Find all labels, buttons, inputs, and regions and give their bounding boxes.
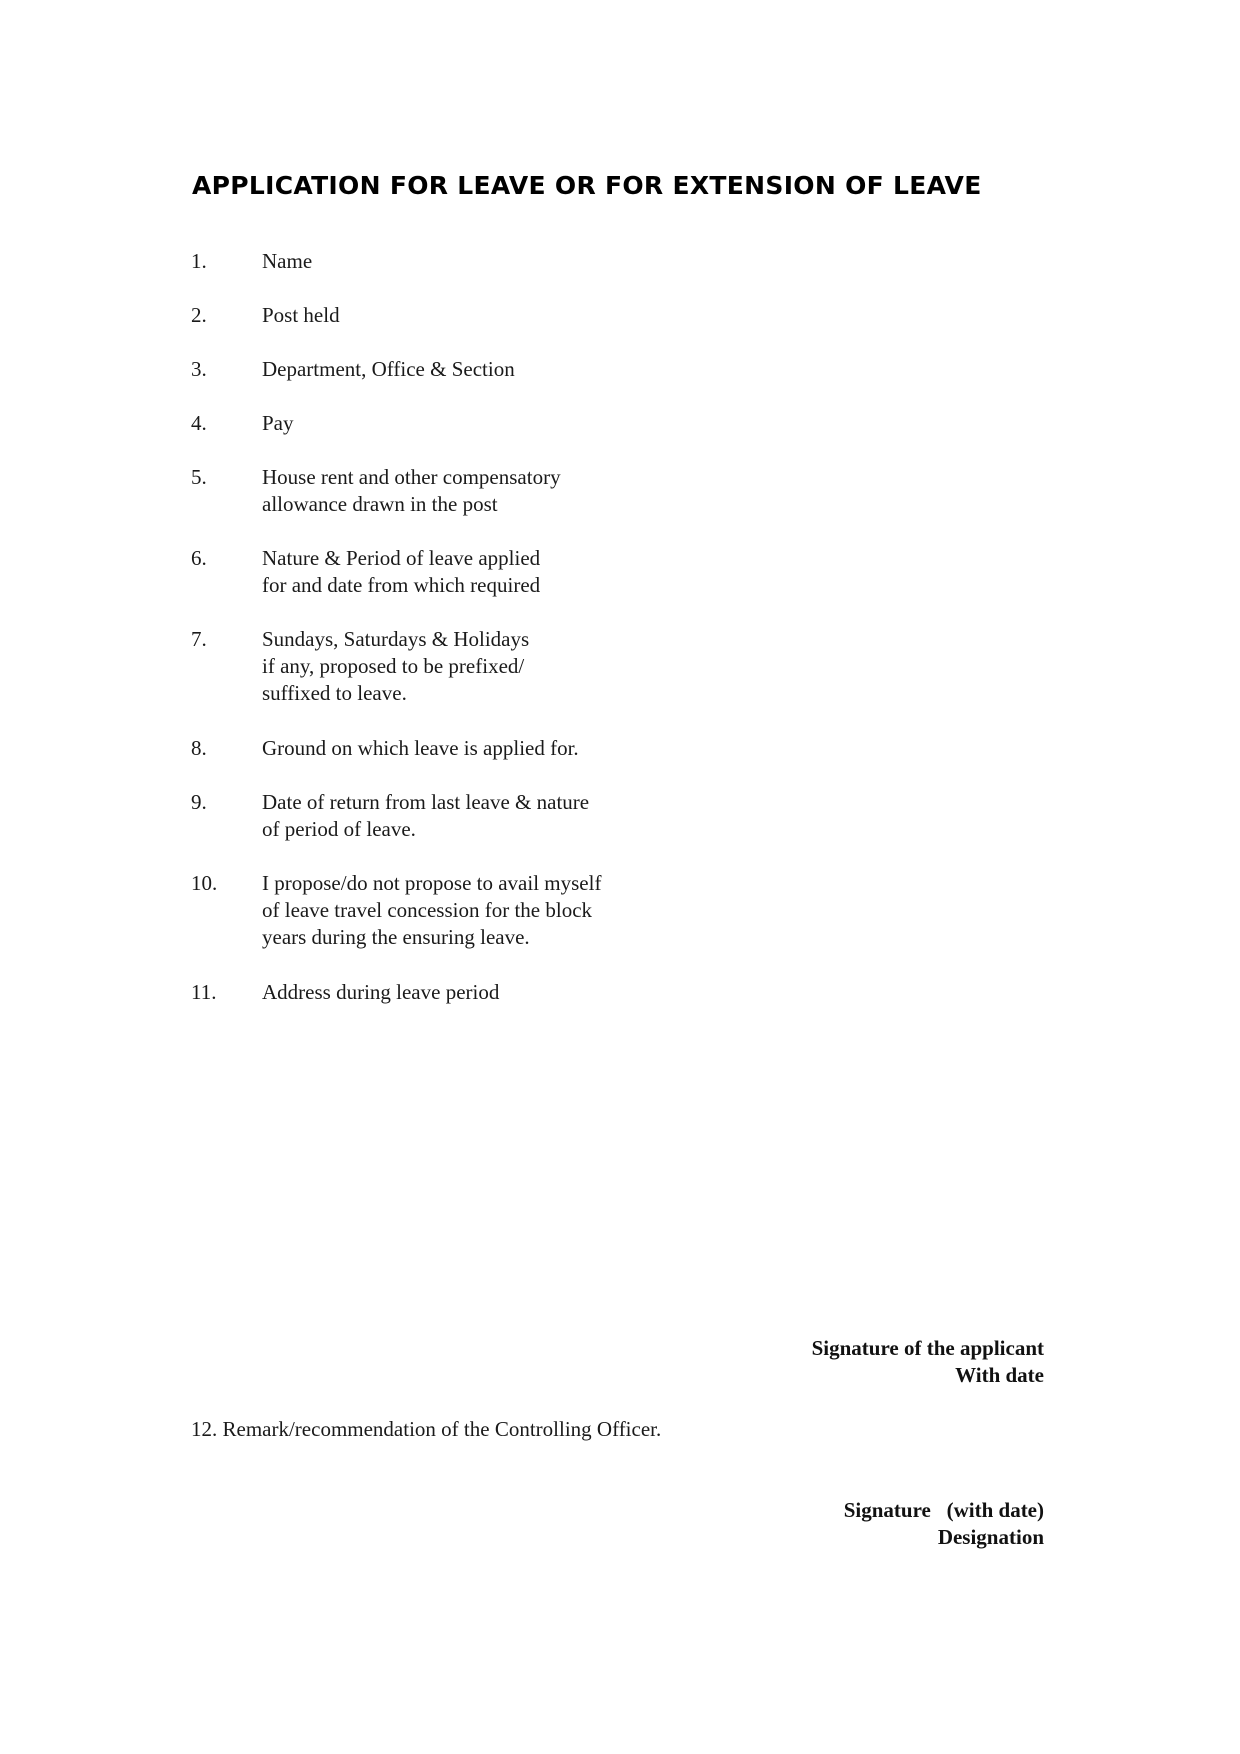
- item-label: [262, 248, 742, 275]
- officer-signature-block: [844, 1497, 1044, 1551]
- applicant-signature-date-label: With date: [955, 1363, 1044, 1387]
- item-label: [262, 545, 742, 599]
- item-number: 2.: [191, 303, 207, 327]
- item-label: [262, 302, 742, 329]
- item-number: 1.: [191, 249, 207, 273]
- item-label-line: Name: [262, 249, 313, 273]
- item-label-line: House rent and other compensatory: [262, 465, 561, 489]
- item-label-line: if any, proposed to be prefixed/: [262, 654, 525, 678]
- item-label-line: for and date from which required: [262, 573, 541, 597]
- form-title: APPLICATION FOR LEAVE OR FOR EXTENSION OF LEAVE: [192, 171, 982, 200]
- item-label-line: Department, Office & Section: [262, 357, 515, 381]
- item-label: [262, 464, 742, 518]
- item-number: 6.: [191, 546, 207, 570]
- item-label: [262, 979, 742, 1006]
- applicant-signature-label: Signature of the applicant: [811, 1336, 1044, 1360]
- item-label-line: years during the ensuring leave.: [262, 925, 530, 949]
- item-label: [262, 870, 742, 951]
- item-number: 9.: [191, 790, 207, 814]
- item-label-line: of period of leave.: [262, 817, 416, 841]
- item-label-line: suffixed to leave.: [262, 681, 407, 705]
- applicant-signature-block: [812, 1335, 1044, 1389]
- remark-heading: 12. Remark/recommendation of the Controlling Officer.: [191, 1417, 662, 1441]
- item-number: 5.: [191, 465, 207, 489]
- item-label: [262, 735, 742, 762]
- item-label: [262, 789, 742, 843]
- item-label: [262, 410, 742, 437]
- item-number: 7.: [191, 627, 207, 651]
- item-label-line: Sundays, Saturdays & Holidays: [262, 627, 530, 651]
- item-label-line: I propose/do not propose to avail myself: [262, 871, 602, 895]
- item-number: 4.: [191, 411, 207, 435]
- item-number: 10.: [191, 871, 218, 895]
- item-number: 8.: [191, 736, 207, 760]
- item-number: 3.: [191, 357, 207, 381]
- item-number: 11.: [191, 980, 217, 1004]
- item-label-line: Ground on which leave is applied for.: [262, 736, 579, 760]
- item-label-line: Pay: [262, 411, 294, 435]
- item-label-line: Date of return from last leave & nature: [262, 790, 590, 814]
- item-label-line: Address during leave period: [262, 980, 500, 1004]
- item-label: [262, 356, 742, 383]
- item-label-line: of leave travel concession for the block: [262, 898, 593, 922]
- item-label-line: Post held: [262, 303, 340, 327]
- item-label: [262, 626, 742, 707]
- officer-designation-label: Designation: [937, 1525, 1044, 1549]
- officer-signature-label: Signature (with date): [843, 1498, 1044, 1522]
- item-label-line: allowance drawn in the post: [262, 492, 498, 516]
- item-label-line: Nature & Period of leave applied: [262, 546, 541, 570]
